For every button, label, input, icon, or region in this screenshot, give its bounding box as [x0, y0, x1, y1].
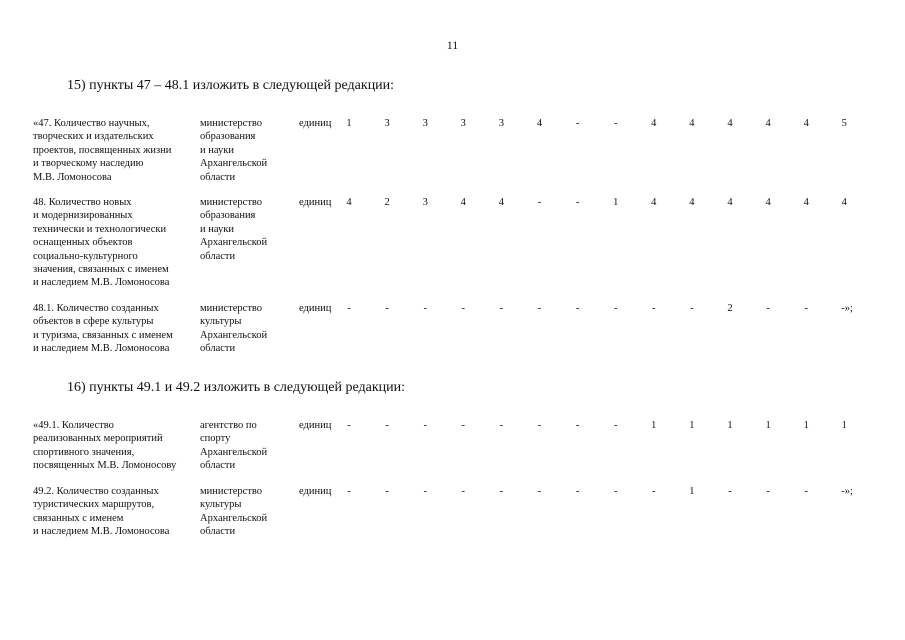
value-cell: 4 [651, 197, 657, 208]
value-cell: - [347, 420, 351, 431]
value-cell: 1 [613, 197, 619, 208]
value-cell: - [652, 303, 656, 314]
value-cell: 5 [841, 118, 847, 129]
value-cell: - [385, 303, 389, 314]
value-cell: - [537, 420, 542, 431]
value-cell: 4 [651, 118, 657, 129]
value-cell: - [728, 486, 732, 497]
value-cell: - [575, 197, 580, 208]
row-description: 48.1. Количество созданных объектов в сфере культуры и туризма, связанных с именем и наследием М.В. Ломоносова [33, 303, 173, 355]
value-cell: 3 [384, 118, 390, 129]
value-cell: 3 [422, 197, 428, 208]
value-cell: - [613, 303, 618, 314]
value-cell: 1 [765, 420, 771, 431]
value-cell: - [499, 420, 504, 431]
value-cell: - [461, 420, 466, 431]
value-cell: 4 [346, 197, 352, 208]
row-organization: министерство образования и науки Архангельской области [200, 197, 268, 262]
value-cell: -»; [841, 486, 853, 497]
page-number: 11 [446, 38, 459, 52]
value-cell: - [499, 486, 504, 497]
value-cell: - [575, 486, 580, 497]
value-cell: 3 [422, 118, 428, 129]
value-cell: - [537, 486, 542, 497]
row-values [349, 485, 889, 499]
section-heading-16: 16) пункты 49.1 и 49.2 изложить в следующей редакции: [67, 380, 406, 395]
value-cell: 1 [727, 420, 733, 431]
row-unit: единиц [299, 420, 332, 431]
value-cell: 1 [841, 420, 847, 431]
value-cell: - [766, 303, 770, 314]
value-cell: - [423, 420, 427, 431]
value-cell: 4 [536, 118, 543, 129]
value-cell: - [347, 486, 351, 497]
value-cell: 4 [803, 118, 809, 129]
value-cell: - [385, 420, 389, 431]
row-description: «47. Количество научных, творческих и издательских проектов, посвященных жизни и творческому наследию М.В. Ломоносова [33, 118, 172, 183]
value-cell: - [537, 303, 542, 314]
row-description: 48. Количество новых и модернизированных технически и технологически оснащенных объектов социально-культурного значения, связанных с именем и наследием М.В. Ломоносова [33, 197, 170, 289]
row-values [346, 196, 889, 210]
value-cell: 4 [803, 197, 809, 208]
value-cell: 1 [689, 420, 695, 431]
value-cell: 4 [727, 118, 733, 129]
value-cell: 1 [651, 420, 657, 431]
row-description: 49.2. Количество созданных туристических маршрутов, связанных с именем и наследием М.В. Ломоносова [33, 486, 170, 538]
row-unit: единиц [299, 486, 332, 497]
value-cell: - [690, 303, 694, 314]
value-cell: 3 [498, 118, 505, 129]
value-cell: - [613, 118, 618, 129]
value-cell: - [461, 303, 466, 314]
value-cell: 4 [727, 197, 733, 208]
section-heading-15: 15) пункты 47 – 48.1 изложить в следующей редакции: [67, 78, 395, 93]
row-values [349, 302, 889, 316]
value-cell: 4 [765, 197, 771, 208]
value-cell: - [537, 197, 542, 208]
row-description: «49.1. Количество реализованных мероприятий спортивного значения, посвященных М.В. Ломоносову [33, 420, 177, 472]
row-organization: министерство культуры Архангельской области [200, 486, 268, 538]
row-unit: единиц [299, 118, 332, 129]
value-cell: 4 [460, 197, 466, 208]
value-cell: 4 [841, 197, 847, 208]
value-cell: 2 [384, 197, 390, 208]
value-cell: - [423, 486, 427, 497]
value-cell: - [804, 303, 808, 314]
value-cell: - [652, 486, 656, 497]
value-cell: 4 [689, 118, 695, 129]
value-cell: - [423, 303, 427, 314]
value-cell: 4 [689, 197, 695, 208]
value-cell: - [613, 486, 618, 497]
row-values [346, 117, 889, 131]
value-cell: - [347, 303, 351, 314]
row-organization: министерство культуры Архангельской области [200, 303, 268, 355]
value-cell: 1 [346, 118, 352, 129]
value-cell: - [575, 118, 580, 129]
value-cell: 4 [498, 197, 505, 208]
value-cell: 2 [727, 303, 733, 314]
value-cell: - [575, 303, 580, 314]
value-cell: 1 [803, 420, 809, 431]
value-cell: 4 [765, 118, 771, 129]
row-organization: агентство по спорту Архангельской области [200, 420, 268, 472]
row-values [349, 419, 889, 433]
value-cell: 3 [460, 118, 466, 129]
value-cell: - [613, 420, 618, 431]
value-cell: - [461, 486, 466, 497]
value-cell: -»; [841, 303, 853, 314]
row-unit: единиц [299, 303, 332, 314]
value-cell: - [385, 486, 389, 497]
row-organization: министерство образования и науки Архангельской области [200, 118, 268, 183]
value-cell: - [766, 486, 770, 497]
value-cell: - [575, 420, 580, 431]
value-cell: 1 [689, 486, 695, 497]
value-cell: - [499, 303, 504, 314]
row-unit: единиц [299, 197, 332, 208]
value-cell: - [804, 486, 808, 497]
